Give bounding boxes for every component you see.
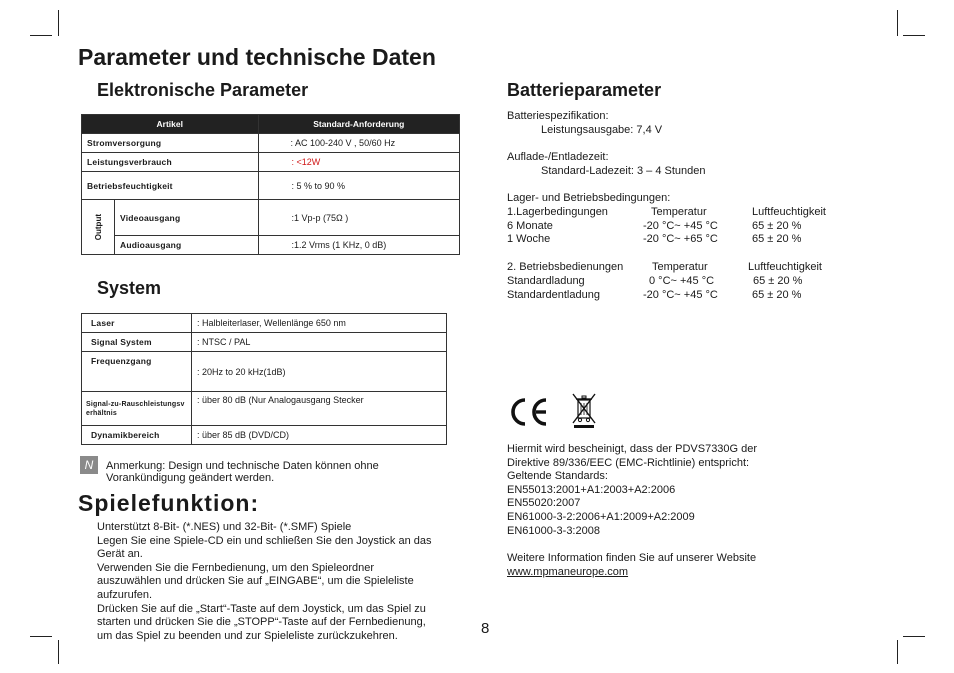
ce-mark-icon	[506, 397, 550, 427]
crop-mark	[58, 10, 59, 36]
spiele-text: Unterstützt 8-Bit- (*.NES) und 32-Bit- (*.SMF) Spiele Legen Sie eine Spiele-CD ein und schließen Sie den Joystick an das Gerät an. Verwenden Sie die Fernbedienung, um den Spieleordner auszuwählen und drücken Sie auf „EINGABE“, um die Spieleliste aufzurufen. Drücken Sie auf die „Start“-Taste auf dem Joystick, um das Spiel zu starten und drücken Sie die „STOPP“-Taste auf der Fernbedienung, um das Spiel zu beenden und zur Spieleliste zurückzukehren.	[97, 521, 432, 642]
system-heading: System	[97, 278, 162, 298]
page-number: 8	[481, 620, 490, 637]
output-label: Output	[93, 213, 103, 241]
table-row: Output Videoausgang :1 Vp-p (75Ω )	[82, 200, 460, 236]
table-row: Stromversorgung : AC 100-240 V , 50/60 Hz	[82, 134, 460, 153]
betrieb-row: 0 °C~ +45 °C	[649, 275, 715, 287]
table-row: Laser : Halbleiterlaser, Wellenlänge 650 nm	[82, 314, 447, 333]
lager-row: -20 °C~ +65 °C	[643, 233, 718, 245]
note-line-1: Anmerkung: Design und technische Daten können ohne	[106, 460, 379, 472]
system-table	[81, 313, 447, 445]
lager-row: -20 °C~ +45 °C	[643, 220, 718, 232]
betrieb-row: -20 °C~ +45 °C	[643, 289, 718, 301]
lager-header: Luftfeuchtigkeit	[752, 206, 826, 218]
table-row: Signal System : NTSC / PAL	[82, 333, 447, 352]
table-row: Leistungsverbrauch : <12W	[82, 153, 460, 172]
betrieb-row: Standardentladung	[507, 289, 600, 301]
note-icon: N	[80, 456, 98, 474]
note-line-2: Vorankündigung geändert werden.	[106, 472, 275, 484]
spiele-heading: Spielefunktion:	[78, 490, 260, 516]
betrieb-row: Standardladung	[507, 275, 585, 287]
table-row: Audioausgang :1.2 Vrms (1 KHz, 0 dB)	[82, 236, 460, 255]
batterie-heading: Batterieparameter	[507, 80, 662, 100]
table-row: Dynamikbereich : über 85 dB (DVD/CD)	[82, 426, 447, 445]
lager-header: Temperatur	[651, 206, 707, 218]
crop-mark	[58, 640, 59, 664]
lager-title: Lager- und Betriebsbedingungen:	[507, 192, 671, 204]
crop-mark	[897, 640, 898, 664]
col-anforderung: Standard-Anforderung	[258, 115, 459, 134]
col-artikel: Artikel	[82, 115, 259, 134]
batterie-lade-label: Auflade-/Entladezeit:	[507, 151, 609, 163]
table-row: Betriebsfeuchtigkeit : 5 % to 90 %	[82, 172, 460, 200]
website-link[interactable]: www.mpmaneurope.com	[507, 566, 629, 578]
table-row: Frequenzgang : 20Hz to 20 kHz(1dB)	[82, 352, 447, 392]
batterie-spec-label: Batteriespezifikation:	[507, 110, 609, 122]
crop-mark	[903, 636, 925, 637]
lager-header: 1.Lagerbedingungen	[507, 206, 608, 218]
crop-mark	[903, 35, 925, 36]
betrieb-header: Temperatur	[652, 261, 708, 273]
batterie-spec-value: Leistungsausgabe: 7,4 V	[541, 124, 663, 136]
lager-row: 6 Monate	[507, 220, 553, 232]
betrieb-header: Luftfeuchtigkeit	[748, 261, 822, 273]
elektronik-heading: Elektronische Parameter	[97, 80, 309, 100]
crop-mark	[30, 636, 52, 637]
betrieb-row: 65 ± 20 %	[753, 275, 803, 287]
page-title: Parameter und technische Daten	[78, 44, 436, 70]
crop-mark	[897, 10, 898, 36]
betrieb-row: 65 ± 20 %	[752, 289, 802, 301]
crop-mark	[30, 35, 52, 36]
website-text: Weitere Information finden Sie auf unserer Website	[507, 552, 757, 564]
table-row: Signal-zu-Rauschleistungsverhältnis : über 80 dB (Nur Analogausgang Stecker	[82, 392, 447, 426]
lager-row: 65 ± 20 %	[752, 220, 802, 232]
lager-row: 1 Woche	[507, 233, 551, 245]
konform-text: Hiermit wird bescheinigt, dass der PDVS7330G der Direktive 89/336/EEC (EMC-Richtlinie) entspricht: Geltende Standards: EN55013:2001+A1:2003+A2:2006 EN55020:2007 EN61000-3-2:2006+A1:2009+A2:2009 EN61000-3-3:2008	[507, 443, 758, 537]
elektronik-table	[81, 114, 460, 255]
betrieb-header: 2. Betriebsbedienungen	[507, 261, 624, 273]
weee-bin-icon	[571, 392, 597, 428]
batterie-lade-value: Standard-Ladezeit: 3 – 4 Stunden	[541, 165, 706, 177]
lager-row: 65 ± 20 %	[752, 233, 802, 245]
